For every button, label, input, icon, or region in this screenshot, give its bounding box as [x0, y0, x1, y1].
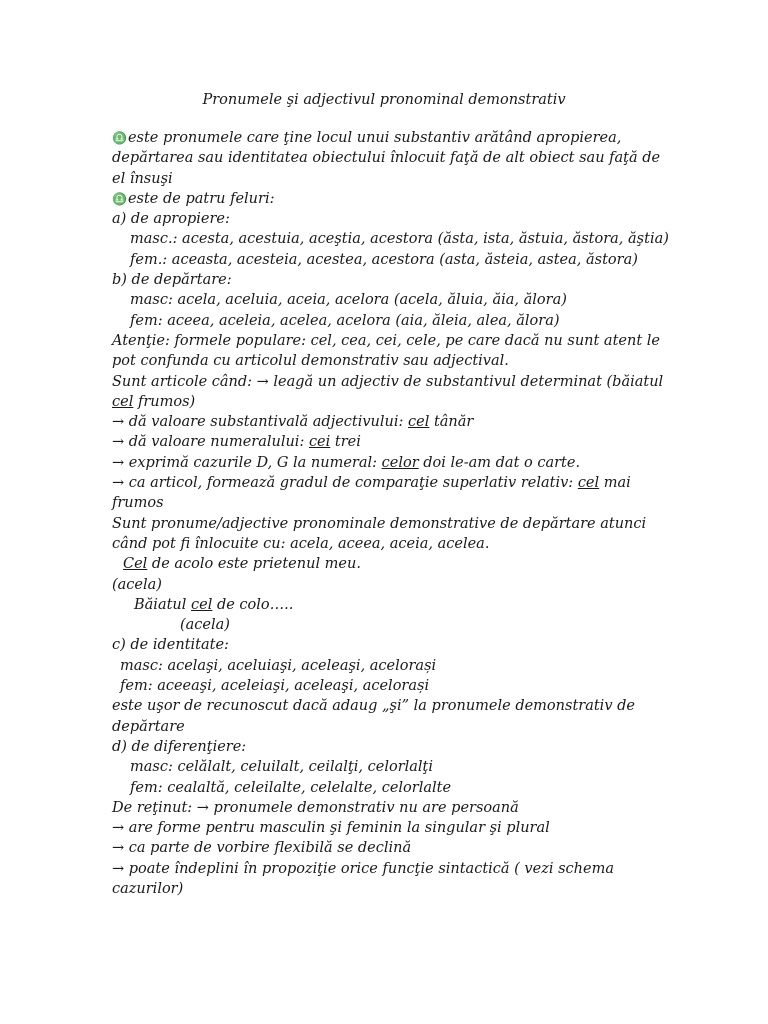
retinut-rule-4: → poate îndeplini în propoziţie orice funcţie sintactică ( vezi schema: [112, 860, 614, 877]
document-body: [112, 128, 669, 899]
section-c-masc: masc: acelaşi, aceluiaşi, aceleaşi, acelorași: [120, 657, 437, 674]
section-a-masc: masc.: acesta, acestuia, aceştia, acestora (ăsta, ista, ăstuia, ăstora, ăştia): [130, 231, 669, 248]
section-d-fem: fem: cealaltă, celeilalte, celelalte, celorlalte: [130, 779, 452, 796]
section-c-fem: fem: aceeaşi, aceleiaşi, aceleaşi, acelorași: [120, 678, 430, 695]
articole-rule-3: → dă valoare numeralului: cei trei: [112, 434, 361, 451]
retinut-rule-4-line-2: cazurilor): [112, 880, 184, 897]
pronume-example-2: Băiatul cel de colo…..: [134, 596, 294, 613]
section-c-note-1: este uşor de recunoscut dacă adaug „şi” la pronumele demonstrativ de: [112, 698, 635, 715]
section-b-fem: fem: aceea, aceleia, acelea, acelora (aia, ăleia, alea, ălora): [130, 312, 560, 329]
pronume-line-1: Sunt pronume/adjective pronominale demonstrative de depărtare atunci: [112, 515, 647, 532]
section-a-heading: a) de apropiere:: [112, 211, 230, 228]
section-b-heading: b) de depărtare:: [112, 272, 232, 289]
articole-intro: Sunt articole când: → leagă un adjectiv de substantivul determinat (băiatul: [112, 373, 664, 390]
articole-rule-5-line-2: frumos: [112, 495, 164, 512]
section-c-note-2: depărtare: [112, 718, 185, 735]
section-b-masc: masc: acela, aceluia, aceia, acelora (acela, ăluia, ăia, ălora): [130, 292, 567, 309]
definition-line: ♎este pronumele care ţine locul unui substantiv arătând apropierea,: [112, 130, 622, 146]
section-a-fem: fem.: aceasta, acesteia, acestea, acestora (asta, ăsteia, astea, ăstora): [130, 251, 638, 268]
pronume-example-1: Cel de acolo este prietenul meu.: [123, 556, 361, 573]
retinut-rule-1: De reţinut: → pronumele demonstrativ nu are persoană: [112, 799, 519, 816]
section-d-heading: d) de diferenţiere:: [112, 738, 247, 755]
pronume-example-2-paren: (acela): [180, 617, 230, 634]
atentie-line-1: Atenţie: formele populare: cel, cea, cei, cele, pe care dacă nu sunt atent le: [112, 332, 660, 349]
pronume-example-1-paren: (acela): [112, 576, 162, 593]
retinut-rule-3: → ca parte de vorbire flexibilă se declină: [112, 840, 412, 857]
definition-line-3: el însuşi: [112, 170, 173, 187]
articole-rule-2: → dă valoare substantivală adjectivului: cel tânăr: [112, 414, 474, 431]
bullet-icon: ♎: [112, 191, 127, 206]
articole-example-1: cel frumos): [112, 393, 196, 410]
retinut-rule-2: → are forme pentru masculin şi feminin la singular şi plural: [112, 820, 550, 837]
bullet-icon: ♎: [112, 131, 127, 145]
document-title: Pronumele şi adjectivul pronominal demonstrativ: [202, 92, 566, 108]
section-d-masc: masc: celălalt, celuilalt, ceilalţi, celorlalţi: [130, 759, 434, 776]
pronume-line-2: când pot fi înlocuite cu: acela, aceea, aceia, acelea.: [112, 535, 490, 552]
definition-line-2: depărtarea sau identitatea obiectului înlocuit faţă de alt obiect sau faţă de: [112, 150, 661, 167]
atentie-line-2: pot confunda cu articolul demonstrativ sau adjectival.: [112, 353, 509, 370]
kinds-intro: ♎este de patru feluri:: [112, 190, 275, 207]
articole-rule-5: → ca articol, formează gradul de comparaţie superlativ relativ: cel mai: [112, 475, 631, 492]
articole-rule-4: → exprimă cazurile D, G la numeral: celor doi le-am dat o carte.: [112, 454, 581, 471]
section-c-heading: c) de identitate:: [112, 637, 229, 654]
